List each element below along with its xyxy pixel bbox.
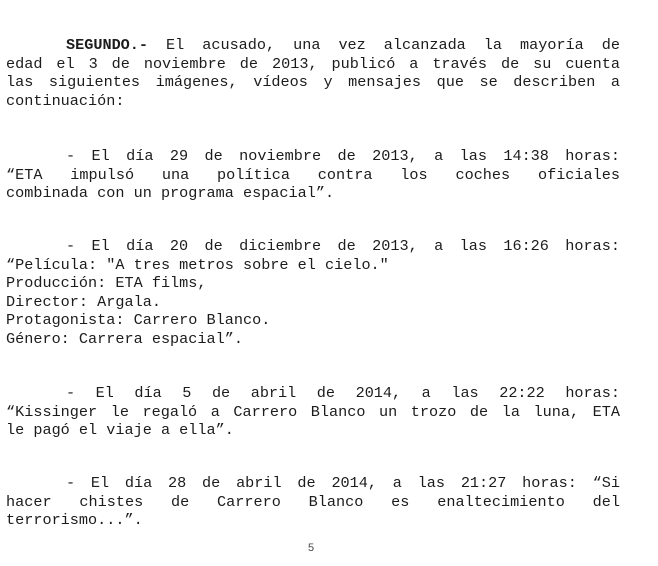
tweet-2-text-line-2: Producción: ETA films, (6, 274, 207, 292)
paragraph-segundo-line-1-text: El acusado, una vez alcanzada la mayoría de (148, 36, 620, 54)
tweet-4-text-line-2: terrorismo...”. (6, 511, 143, 529)
paragraph-segundo-line-1 (6, 36, 620, 55)
page-number: 5 (307, 543, 315, 555)
paragraph-segundo (6, 36, 620, 110)
tweet-entry-2 (6, 237, 620, 348)
tweet-1-text-line-2: combinada con un programa espacial”. (6, 184, 335, 202)
tweet-3-date-line: - El día 5 de abril de 2014, a las 22:22 horas: (66, 384, 620, 402)
tweet-3-text-line-2: le pagó el viaje a ella”. (6, 421, 234, 439)
tweet-1-text-line-1: “ETA impulsó una política contra los coches oficiales (6, 165, 620, 184)
tweet-2-text-line-1: “Película: "A tres metros sobre el cielo." (6, 255, 389, 274)
tweet-2-text-line-3: Director: Argala. (6, 292, 161, 311)
tweet-entry-4 (6, 474, 620, 530)
tweet-entry-3 (6, 384, 620, 440)
tweet-2-text-line-4: Protagonista: Carrero Blanco. (6, 311, 271, 329)
paragraph-segundo-line-2: edad el 3 de noviembre de 2013, publicó a través de su cuenta (6, 54, 620, 73)
tweet-1-date-line: - El día 29 de noviembre de 2013, a las 14:38 horas: (66, 147, 620, 165)
tweet-3-text-line-1: “Kissinger le regaló a Carrero Blanco un trozo de la luna, ETA (6, 402, 620, 421)
tweet-4-date-line: - El día 28 de abril de 2014, a las 21:27 horas: “Si (66, 474, 620, 492)
tweet-4-text-line-1: hacer chistes de Carrero Blanco es enaltecimiento del (6, 492, 620, 511)
tweet-2-text-line-5: Género: Carrera espacial”. (6, 329, 243, 348)
tweet-entry-1 (6, 147, 620, 203)
section-heading: SEGUNDO.- (66, 36, 149, 54)
paragraph-segundo-line-4: continuación: (6, 91, 125, 110)
tweet-2-date-line: - El día 20 de diciembre de 2013, a las 16:26 horas: (66, 237, 620, 255)
paragraph-segundo-line-3: las siguientes imágenes, vídeos y mensajes que se describen a (6, 73, 620, 91)
